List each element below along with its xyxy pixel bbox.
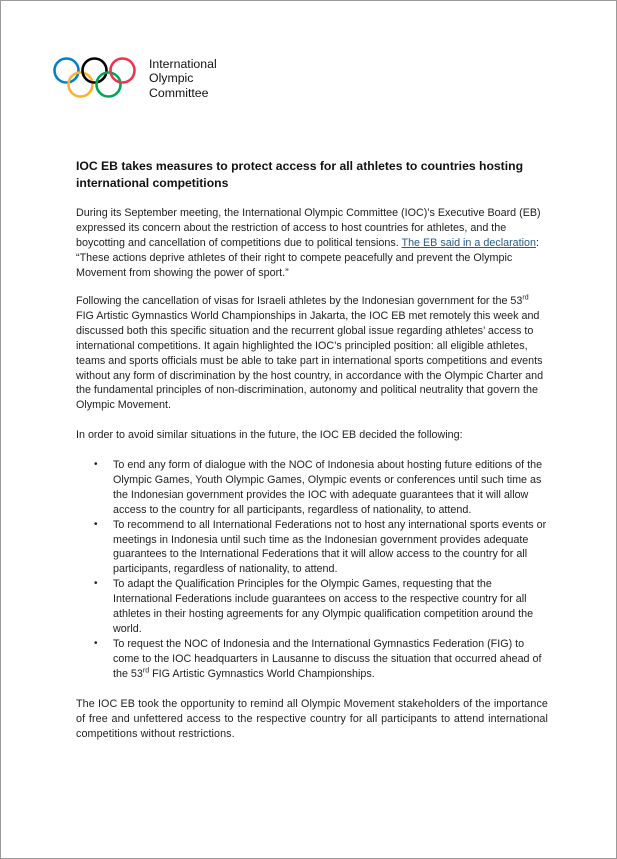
org-line-2: Olympic bbox=[149, 71, 194, 86]
ring-black bbox=[83, 59, 107, 83]
list-item bbox=[93, 577, 549, 637]
paragraph-2-part-a: Following the cancellation of visas for Israeli athletes by the Indonesian government for the 53 bbox=[76, 295, 523, 307]
ordinal-suffix: rd bbox=[522, 294, 529, 302]
ring-green bbox=[97, 73, 121, 97]
paragraph-4: The IOC EB took the opportunity to remind all Olympic Movement stakeholders of the importance of free and unfettered access to the respective country for all participants to attend international competitions without restrictions. bbox=[76, 698, 548, 740]
paragraph-1-text: During its September meeting, the International Olympic Committee (IOC)’s Executive Board (EB) expressed its concern about the restriction of access to host countries for athletes, and the boycotting and cancellation of competitions due to political tensions. bbox=[76, 207, 541, 249]
list-item-text: To end any form of dialogue with the NOC of Indonesia about hosting future editions of the Olympic Games, Youth Olympic Games, Olympic events or conferences until such time as the Indonesian government provides the IOC with adequate guarantees that it will allow access to the country for all participants, regardless of nationality, to attend. bbox=[113, 459, 543, 516]
bullet-icon: • bbox=[94, 637, 98, 649]
article-title: IOC EB takes measures to protect access for all athletes to countries hosting international competitions bbox=[76, 159, 524, 190]
organization-name bbox=[149, 57, 217, 100]
list-item bbox=[93, 637, 549, 682]
list-item-text: To recommend to all International Federations not to host any international sports events or meetings in Indonesia until such time as the Indonesian government provides adequate guarantees to the International Federations that it will allow access to the country for all participants, regardless of nationality, to attend. bbox=[113, 518, 547, 576]
decision-list bbox=[93, 458, 549, 682]
declaration-link[interactable]: The EB said in a declaration bbox=[401, 236, 536, 249]
paragraph-1 bbox=[76, 206, 548, 281]
org-line-3: Committee bbox=[149, 85, 209, 100]
paragraph-1-quote: : “These actions deprive athletes of their right to compete peacefully and prevent the Olympic Movement from showing the power of sport.” bbox=[76, 236, 539, 279]
paragraph-2-part-b: FIG Artistic Gymnastics World Championships in Jakarta, the IOC EB met remotely this week and discussed both this specific situation and the recurrent global issue regarding athletes’ access to international competitions. It again highlighted the IOC’s principled position: all eligible athletes, teams and sports officials must be able to take part in international sports competitions and events without any form of discrimination by the host country, in accordance with the Olympic Charter and the fundamental principles of non-discrimination, autonomy and political neutrality that govern the Olympic Movement. bbox=[76, 309, 544, 412]
bullet-icon: • bbox=[94, 518, 98, 530]
olympic-rings-logo bbox=[52, 56, 138, 100]
list-item bbox=[93, 518, 549, 578]
paragraph-2 bbox=[76, 294, 548, 413]
org-line-1: International bbox=[149, 57, 217, 71]
list-item bbox=[93, 458, 549, 518]
paragraph-3: In order to avoid similar situations in the future, the IOC EB decided the following: bbox=[76, 429, 463, 441]
bullet-icon: • bbox=[94, 459, 98, 470]
list-item-text-part-b: FIG Artistic Gymnastics World Championships. bbox=[149, 667, 375, 680]
ring-yellow bbox=[69, 73, 93, 97]
bullet-icon: • bbox=[94, 578, 98, 590]
ordinal-suffix: rd bbox=[142, 667, 150, 675]
list-item-text-part-a: To request the NOC of Indonesia and the International Gymnastics Federation (FIG) to come to the IOC headquarters in Lausanne to discuss the situation that occurred ahead of the 53 bbox=[113, 637, 542, 680]
ring-red bbox=[111, 59, 135, 83]
ring-blue bbox=[55, 59, 79, 83]
list-item-text: To adapt the Qualification Principles for the Olympic Games, requesting that the International Federations include guarantees on access to the respective country for all athletes in their hosting agreements for any Olympic qualification competition around the world. bbox=[113, 578, 534, 635]
